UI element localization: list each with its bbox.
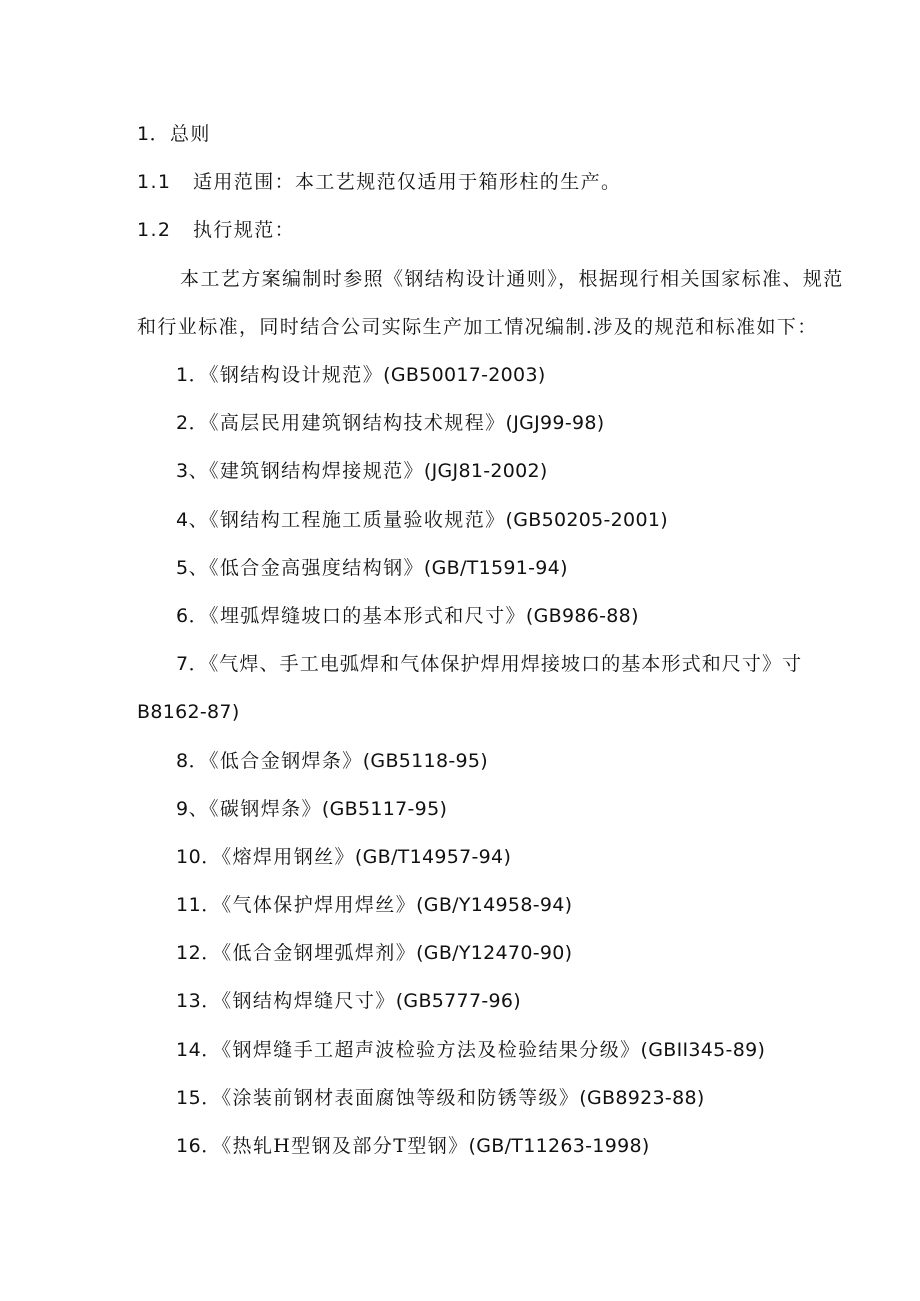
standard-title: ．《钢结构设计规范》 bbox=[188, 364, 384, 386]
standard-code: B8162-87) bbox=[137, 701, 240, 723]
standard-number: 8 bbox=[176, 750, 189, 772]
standard-number: 3 bbox=[176, 460, 189, 482]
standard-item bbox=[176, 1085, 705, 1111]
standard-title: ．《钢结构焊缝尺寸》 bbox=[201, 990, 396, 1012]
standard-code: (GB50205-2001) bbox=[505, 509, 668, 531]
standard-code: (GB/Y14958-94) bbox=[416, 894, 573, 916]
standard-item-continuation bbox=[137, 699, 240, 725]
scope-text: 适用范围：本工艺规范仅适用于箱形柱的生产。 bbox=[193, 171, 622, 193]
standard-item bbox=[176, 555, 568, 581]
standard-code: (GBII345-89) bbox=[640, 1039, 766, 1061]
standard-title: ．《高层民用建筑钢结构技术规程》 bbox=[188, 412, 506, 434]
standard-number: 12 bbox=[176, 942, 202, 964]
standard-number: 9 bbox=[176, 798, 189, 820]
standard-number: 13 bbox=[176, 990, 202, 1012]
norms-heading bbox=[137, 217, 295, 243]
intro-line-2: 和行业标准，同时结合公司实际生产加工情况编制.涉及的规范和标准如下： bbox=[137, 316, 818, 338]
standard-number: 15 bbox=[176, 1087, 202, 1109]
standard-number: 5 bbox=[176, 557, 189, 579]
norms-text: 执行规范： bbox=[193, 219, 296, 241]
standard-item bbox=[176, 892, 572, 918]
standard-number: 7 bbox=[176, 653, 189, 675]
standard-item bbox=[176, 844, 511, 870]
standard-code: (GB5777-96) bbox=[395, 990, 521, 1012]
standard-number: 10 bbox=[176, 846, 202, 868]
standard-number: 2 bbox=[176, 412, 189, 434]
section-title-text: ．总则 bbox=[149, 123, 211, 145]
standard-code: (JGJ81-2002) bbox=[423, 460, 548, 482]
standard-code: (JGJ99-98) bbox=[505, 412, 605, 434]
standard-code: (GB986-88) bbox=[525, 605, 639, 627]
standard-number: 11 bbox=[176, 894, 202, 916]
standard-item bbox=[176, 748, 488, 774]
standard-number: 6 bbox=[176, 605, 189, 627]
standard-title: ．《钢焊缝手工超声波检验方法及检验结果分级》 bbox=[201, 1039, 641, 1061]
standard-item bbox=[176, 651, 802, 677]
standard-code: (GB8923-88) bbox=[579, 1087, 705, 1109]
section-number: 1 bbox=[137, 123, 150, 145]
standard-title: 、《碳钢焊条》 bbox=[188, 798, 322, 820]
section-title bbox=[137, 121, 211, 147]
standard-item bbox=[176, 458, 548, 484]
standard-title: 、《建筑钢结构焊接规范》 bbox=[188, 460, 424, 482]
scope-paragraph bbox=[137, 169, 621, 195]
standard-number: 14 bbox=[176, 1039, 202, 1061]
standard-title: 、《低合金高强度结构钢》 bbox=[188, 557, 424, 579]
intro-line-1: 本工艺方案编制时参照《钢结构设计通则》，根据现行相关国家标准、规范 bbox=[180, 268, 844, 290]
standard-code: (GB/T14957-94) bbox=[354, 846, 512, 868]
scope-number: 1.1 bbox=[137, 171, 172, 193]
standard-item bbox=[176, 796, 447, 822]
norms-number: 1.2 bbox=[137, 219, 172, 241]
standard-item bbox=[176, 940, 572, 966]
standard-item bbox=[176, 1133, 650, 1159]
standard-item bbox=[176, 603, 639, 629]
standard-item bbox=[176, 362, 546, 388]
standard-number: 4 bbox=[176, 509, 189, 531]
standard-title: 、《钢结构工程施工质量验收规范》 bbox=[188, 509, 506, 531]
standard-number: 16 bbox=[176, 1135, 202, 1157]
standard-title: ．《低合金钢焊条》 bbox=[188, 750, 363, 772]
standard-item bbox=[176, 410, 604, 436]
standard-title: ．《涂装前钢材表面腐蚀等级和防锈等级》 bbox=[201, 1087, 580, 1109]
standard-item bbox=[176, 507, 668, 533]
standard-title: ．《气体保护焊用焊丝》 bbox=[201, 894, 417, 916]
standard-title: ．《气焊、手工电弧焊和气体保护焊用焊接坡口的基本形式和尺寸》寸 bbox=[188, 653, 803, 675]
standard-title: ．《低合金钢埋弧焊剂》 bbox=[201, 942, 417, 964]
standard-title: ．《热轧H型钢及部分T型钢》 bbox=[201, 1135, 469, 1157]
standard-item bbox=[176, 988, 521, 1014]
standard-item bbox=[176, 1037, 765, 1063]
standard-code: (GB50017-2003) bbox=[383, 364, 546, 386]
standard-code: (GB5117-95) bbox=[321, 798, 448, 820]
standard-number: 1 bbox=[176, 364, 189, 386]
standard-code: (GB/T11263-1998) bbox=[468, 1135, 650, 1157]
standard-title: ．《熔焊用钢丝》 bbox=[201, 846, 355, 868]
standard-title: ．《埋弧焊缝坡口的基本形式和尺寸》 bbox=[188, 605, 526, 627]
standard-code: (GB/Y12470-90) bbox=[416, 942, 573, 964]
standard-code: (GB5118-95) bbox=[362, 750, 488, 772]
standard-code: (GB/T1591-94) bbox=[423, 557, 568, 579]
